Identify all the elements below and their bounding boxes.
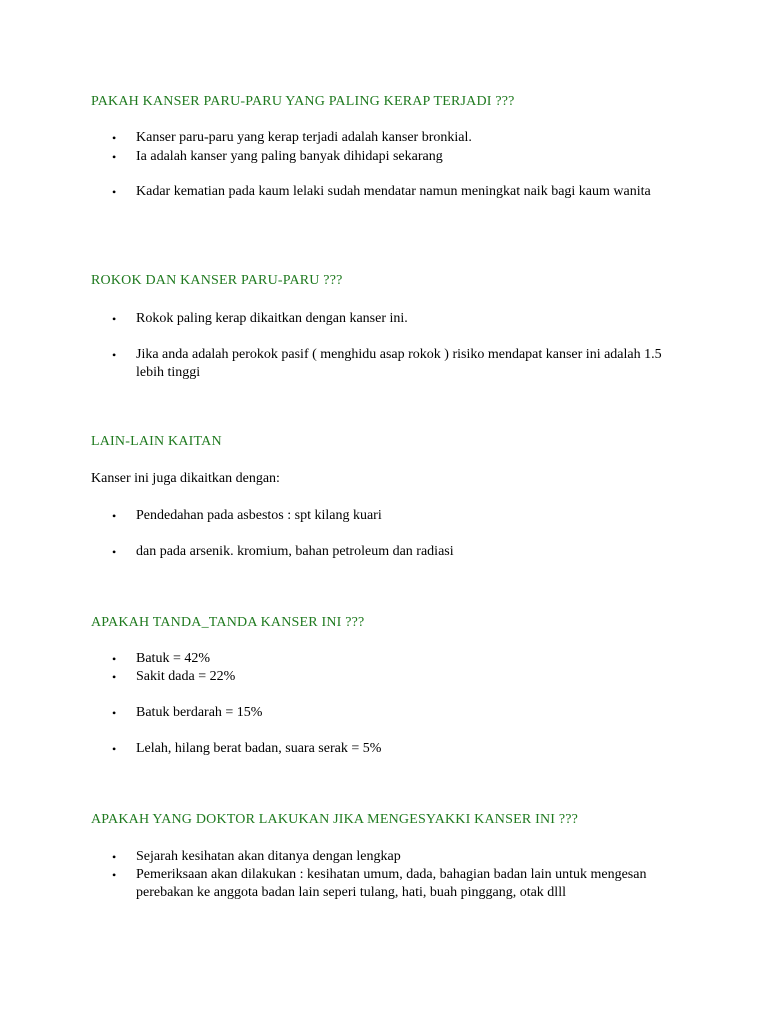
list-item-text: Rokok paling kerap dikaitkan dengan kanser ini. [136, 311, 408, 326]
bullet-icon: • [112, 670, 117, 684]
list-item-text: Pendedahan pada asbestos : spt kilang kuari [136, 508, 382, 523]
list-item [112, 543, 692, 561]
section-heading: PAKAH KANSER PARU-PARU YANG PALING KERAP TERJADI ??? [91, 94, 515, 109]
list-item [112, 129, 692, 147]
list-item [112, 866, 684, 902]
bullet-icon: • [112, 185, 117, 199]
list-item [112, 668, 692, 686]
section-heading: LAIN-LAIN KAITAN [91, 434, 222, 449]
bullet-icon: • [112, 312, 117, 326]
list-item-text: Jika anda adalah perokok pasif ( menghidu asap rokok ) risiko mendapat kanser ini adalah 1.5 lebih tinggi [136, 347, 662, 380]
list-item [112, 507, 692, 525]
bullet-icon: • [112, 131, 117, 145]
intro-text: Kanser ini juga dikaitkan dengan: [91, 471, 280, 486]
section-heading: ROKOK DAN KANSER PARU-PARU ??? [91, 273, 343, 288]
list-item [112, 148, 692, 166]
bullet-icon: • [112, 348, 117, 362]
bullet-icon: • [112, 850, 117, 864]
list-item-text: Lelah, hilang berat badan, suara serak = 5% [136, 741, 382, 756]
bullet-icon: • [112, 706, 117, 720]
list-item-text: Batuk berdarah = 15% [136, 705, 263, 720]
list-item [112, 848, 692, 866]
bullet-icon: • [112, 150, 117, 164]
bullet-icon: • [112, 545, 117, 559]
list-item [112, 310, 692, 328]
list-item [112, 740, 692, 758]
list-item-text: Ia adalah kanser yang paling banyak dihidapi sekarang [136, 149, 443, 164]
bullet-icon: • [112, 742, 117, 756]
list-item [112, 704, 692, 722]
list-item-text: Kadar kematian pada kaum lelaki sudah mendatar namun meningkat naik bagi kaum wanita [136, 184, 651, 199]
list-item-text: Sejarah kesihatan akan ditanya dengan lengkap [136, 849, 401, 864]
list-item-text: Batuk = 42% [136, 651, 210, 666]
bullet-icon: • [112, 868, 117, 882]
bullet-icon: • [112, 652, 117, 666]
section-heading: APAKAH TANDA_TANDA KANSER INI ??? [91, 615, 365, 630]
list-item [112, 183, 672, 201]
bullet-icon: • [112, 509, 117, 523]
list-item [112, 346, 692, 382]
list-item-text: Sakit dada = 22% [136, 669, 236, 684]
section-heading: APAKAH YANG DOKTOR LAKUKAN JIKA MENGESYAKKI KANSER INI ??? [91, 812, 579, 827]
list-item-text: dan pada arsenik. kromium, bahan petroleum dan radiasi [136, 544, 454, 559]
list-item-text: Pemeriksaan akan dilakukan : kesihatan umum, dada, bahagian badan lain untuk mengesan perebakan ke anggota badan lain seperi tulang, hati, buah pinggang, otak dlll [136, 867, 647, 900]
list-item-text: Kanser paru-paru yang kerap terjadi adalah kanser bronkial. [136, 130, 472, 145]
list-item [112, 650, 692, 668]
